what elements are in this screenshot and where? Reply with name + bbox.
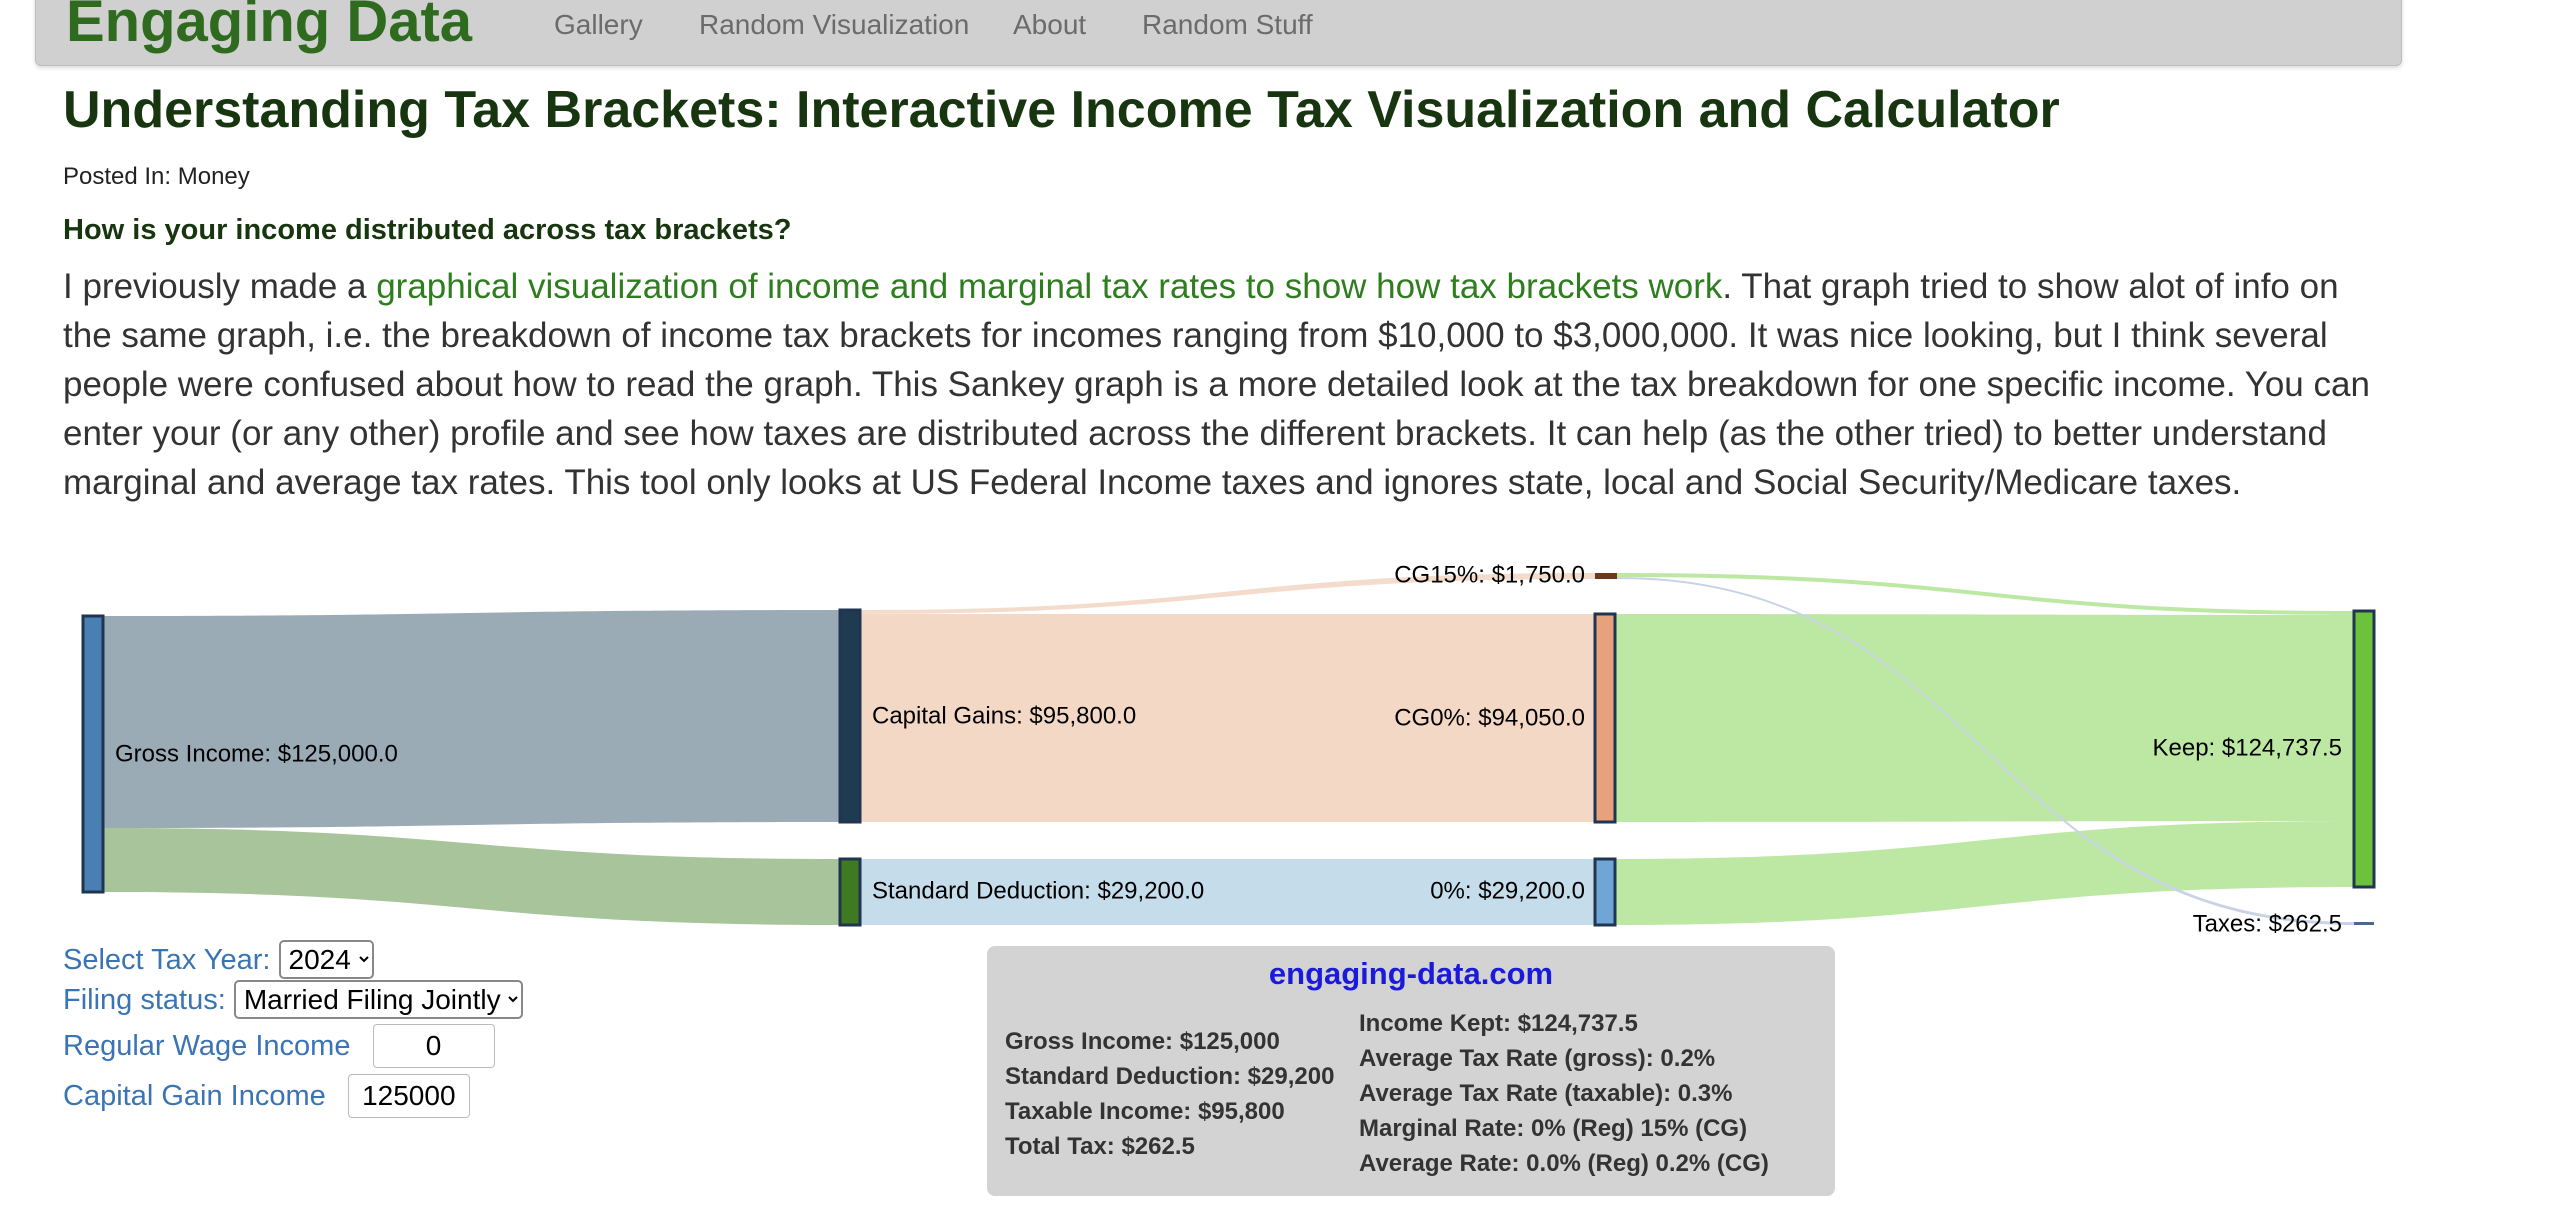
- summary-total-tax: Total Tax: $262.5: [1005, 1133, 1195, 1160]
- sankey-node-keep[interactable]: [2354, 611, 2374, 887]
- link-cg15-to-keep: [1617, 573, 2354, 615]
- link-gross-to-capital-gains: [103, 610, 840, 828]
- wage-income-input[interactable]: [373, 1024, 495, 1068]
- summary-marginal-rate: Marginal Rate: 0% (Reg) 15% (CG): [1359, 1115, 1748, 1142]
- nav-link-random-stuff[interactable]: Random Stuff: [1142, 9, 1313, 40]
- sankey-label-sd: Standard Deduction: $29,200.0: [872, 877, 1205, 905]
- posted-in-category: Posted In: Money: [63, 163, 250, 190]
- summary-standard-deduction: Standard Deduction: $29,200: [1005, 1063, 1335, 1090]
- link-gross-to-standard-deduction: [103, 828, 840, 925]
- sankey-node-cg[interactable]: [840, 610, 860, 822]
- sankey-node-sd[interactable]: [840, 859, 860, 925]
- top-navbar: [35, 0, 2402, 66]
- sankey-node-taxes[interactable]: [2354, 922, 2374, 925]
- summary-gross-income: Gross Income: $125,000: [1005, 1028, 1280, 1055]
- site-brand-link[interactable]: Engaging Data: [66, 0, 473, 54]
- section-subheading: How is your income distributed across tax brackets?: [63, 214, 792, 246]
- page-title: Understanding Tax Brackets: Interactive Income Tax Visualization and Calculator: [63, 81, 2060, 139]
- filing-status-select[interactable]: [234, 980, 523, 1019]
- summary-right-column: [1359, 1006, 1769, 1181]
- capital-gain-income-input[interactable]: [348, 1074, 470, 1118]
- summary-avg-rate-gross: Average Tax Rate (gross): 0.2%: [1359, 1045, 1716, 1072]
- sankey-node-cg15[interactable]: [1595, 573, 1617, 579]
- intro-text-start: I previously made a: [63, 267, 377, 306]
- tax-year-select[interactable]: [279, 940, 374, 979]
- sankey-label-gross: Gross Income: $125,000.0: [115, 740, 398, 768]
- sankey-diagram: [0, 540, 2556, 940]
- summary-income-kept: Income Kept: $124,737.5: [1359, 1010, 1638, 1037]
- nav-link-about[interactable]: About: [1013, 9, 1087, 40]
- tax-summary-box: [987, 946, 1835, 1196]
- capital-gain-income-label: Capital Gain Income: [63, 1080, 326, 1112]
- nav-link-gallery[interactable]: Gallery: [554, 9, 643, 40]
- filing-status-label: Filing status:: [63, 984, 226, 1016]
- sankey-label-taxes: Taxes: $262.5: [2192, 910, 2342, 938]
- summary-left-column: [1005, 1024, 1334, 1164]
- sankey-node-r0[interactable]: [1595, 859, 1615, 925]
- sankey-label-keep: Keep: $124,737.5: [2152, 734, 2342, 762]
- sankey-label-r0: 0%: $29,200.0: [1430, 877, 1585, 905]
- sankey-label-cg: Capital Gains: $95,800.0: [872, 702, 1137, 730]
- summary-site-name: engaging-data.com: [1268, 956, 1554, 991]
- summary-avg-rate-taxable: Average Tax Rate (taxable): 0.3%: [1359, 1080, 1733, 1107]
- summary-average-rate: Average Rate: 0.0% (Reg) 0.2% (CG): [1359, 1150, 1769, 1177]
- previous-visualization-link[interactable]: graphical visualization of income and marginal tax rates to show how tax brackets work: [376, 267, 1723, 306]
- sankey-label-cg0: CG0%: $94,050.0: [1394, 704, 1585, 732]
- nav-link-random-visualization[interactable]: Random Visualization: [699, 9, 970, 40]
- sankey-node-cg0[interactable]: [1595, 614, 1615, 822]
- sankey-label-cg15: CG15%: $1,750.0: [1394, 561, 1585, 589]
- sankey-node-gross[interactable]: [83, 616, 103, 892]
- wage-income-label: Regular Wage Income: [63, 1030, 351, 1062]
- intro-text-rest: . That graph tried to show alot of info on the same graph, i.e. the breakdown of income tax brackets for incomes ranging from $10,000 to $3,000,000. It was nice looking, but I think several people were confused about how to read the graph. This Sankey graph is a more detailed look at the tax breakdown for one specific income. You can enter your (or any other) profile and see how taxes are distributed across the different brackets. It can help (as the other tried) to better understand marginal and average tax rates. This tool only looks at US Federal Income taxes and ignores state, local and Social Security/Medicare taxes.: [63, 267, 2370, 502]
- intro-paragraph: [63, 262, 2393, 507]
- summary-taxable-income: Taxable Income: $95,800: [1005, 1098, 1285, 1125]
- tax-year-label: Select Tax Year:: [63, 944, 271, 976]
- link-cg0-to-keep: [1615, 614, 2354, 822]
